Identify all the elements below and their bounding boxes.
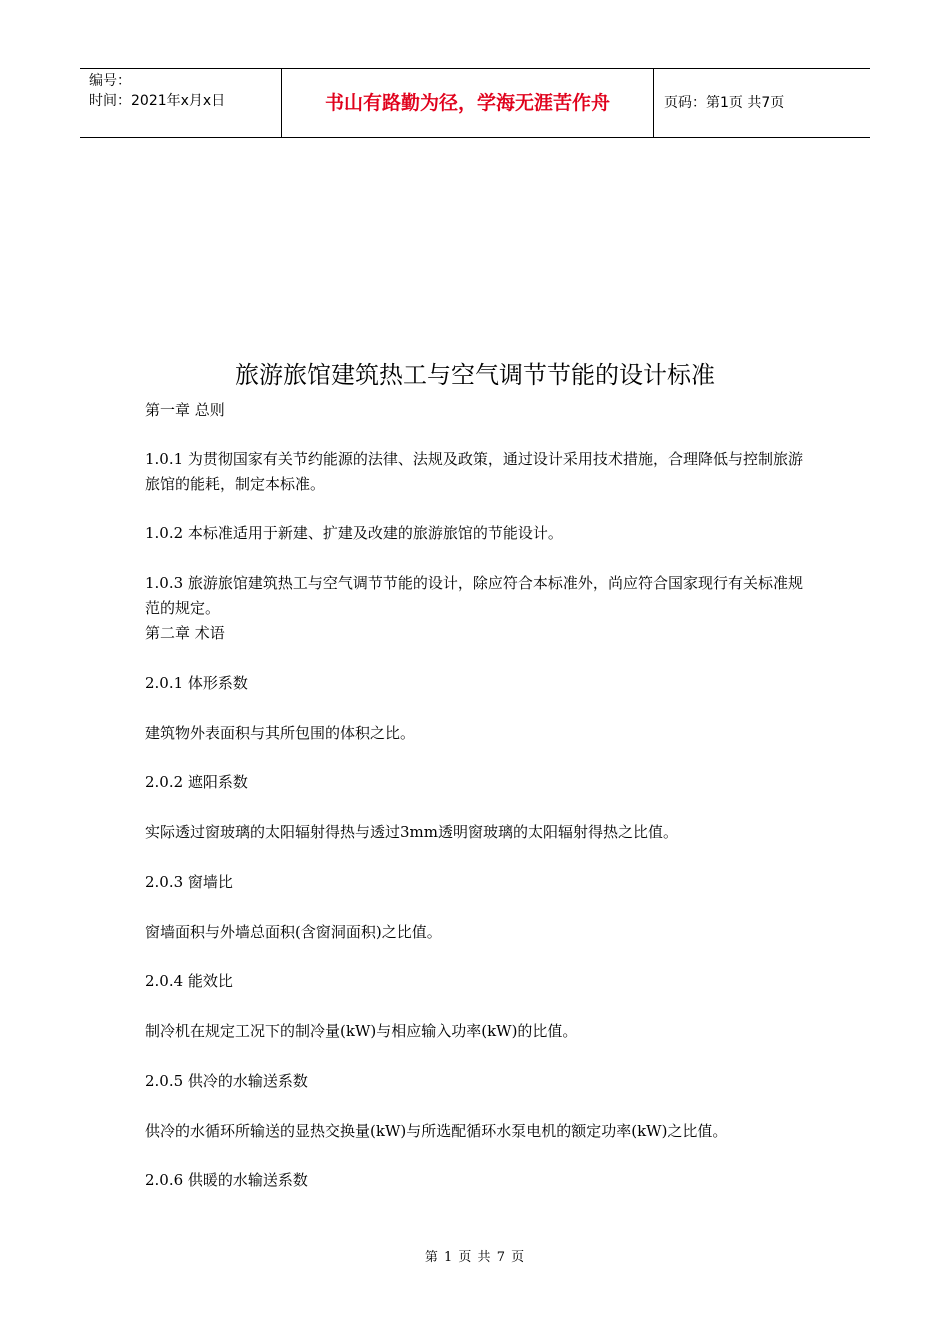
time-label: 时间：2021年x月x日 bbox=[89, 93, 226, 109]
term-heading: 2.0.1 体形系数 bbox=[145, 674, 248, 692]
term-heading: 2.0.6 供暖的水输送系数 bbox=[145, 1171, 308, 1189]
chapter-heading: 第一章 总则 bbox=[145, 401, 225, 419]
paragraph: 1.0.2 本标准适用于新建、扩建及改建的旅游旅馆的节能设计。 bbox=[145, 524, 563, 542]
term-definition: 实际透过窗玻璃的太阳辐射得热与透过3mm透明窗玻璃的太阳辐射得热之比值。 bbox=[145, 823, 678, 841]
term-heading: 2.0.2 遮阳系数 bbox=[145, 773, 248, 791]
term-definition: 建筑物外表面积与其所包围的体积之比。 bbox=[145, 724, 416, 742]
page-footer: 第 1 页 共 7 页 bbox=[424, 1250, 526, 1265]
header-motto: 书山有路勤为径，学海无涯苦作舟 bbox=[281, 69, 654, 137]
chapter-heading: 第二章 术语 bbox=[145, 624, 225, 642]
header-page-info: 页码：第1页 共7页 bbox=[664, 95, 785, 111]
term-definition: 窗墙面积与外墙总面积(含窗洞面积)之比值。 bbox=[145, 923, 442, 941]
term-heading: 2.0.4 能效比 bbox=[145, 972, 233, 990]
term-definition: 供冷的水循环所输送的显热交换量(kW)与所选配循环水泵电机的额定功率(kW)之比值。 bbox=[145, 1122, 728, 1140]
header-meta bbox=[80, 69, 281, 137]
term-heading: 2.0.3 窗墙比 bbox=[145, 873, 233, 891]
paragraph: 1.0.1 为贯彻国家有关节约能源的法律、法规及政策，通过设计采用技术措施，合理降低与控制旅游旅馆的能耗，制定本标准。 bbox=[145, 450, 803, 493]
header-table bbox=[80, 68, 870, 138]
document-title: 旅游旅馆建筑热工与空气调节节能的设计标准 bbox=[235, 361, 715, 389]
term-definition: 制冷机在规定工况下的制冷量(kW)与相应输入功率(kW)的比值。 bbox=[145, 1022, 578, 1040]
number-label: 编号： bbox=[89, 73, 131, 89]
paragraph: 1.0.3 旅游旅馆建筑热工与空气调节节能的设计，除应符合本标准外，尚应符合国家现行有关标准规范的规定。 bbox=[145, 574, 803, 617]
term-heading: 2.0.5 供冷的水输送系数 bbox=[145, 1072, 308, 1090]
